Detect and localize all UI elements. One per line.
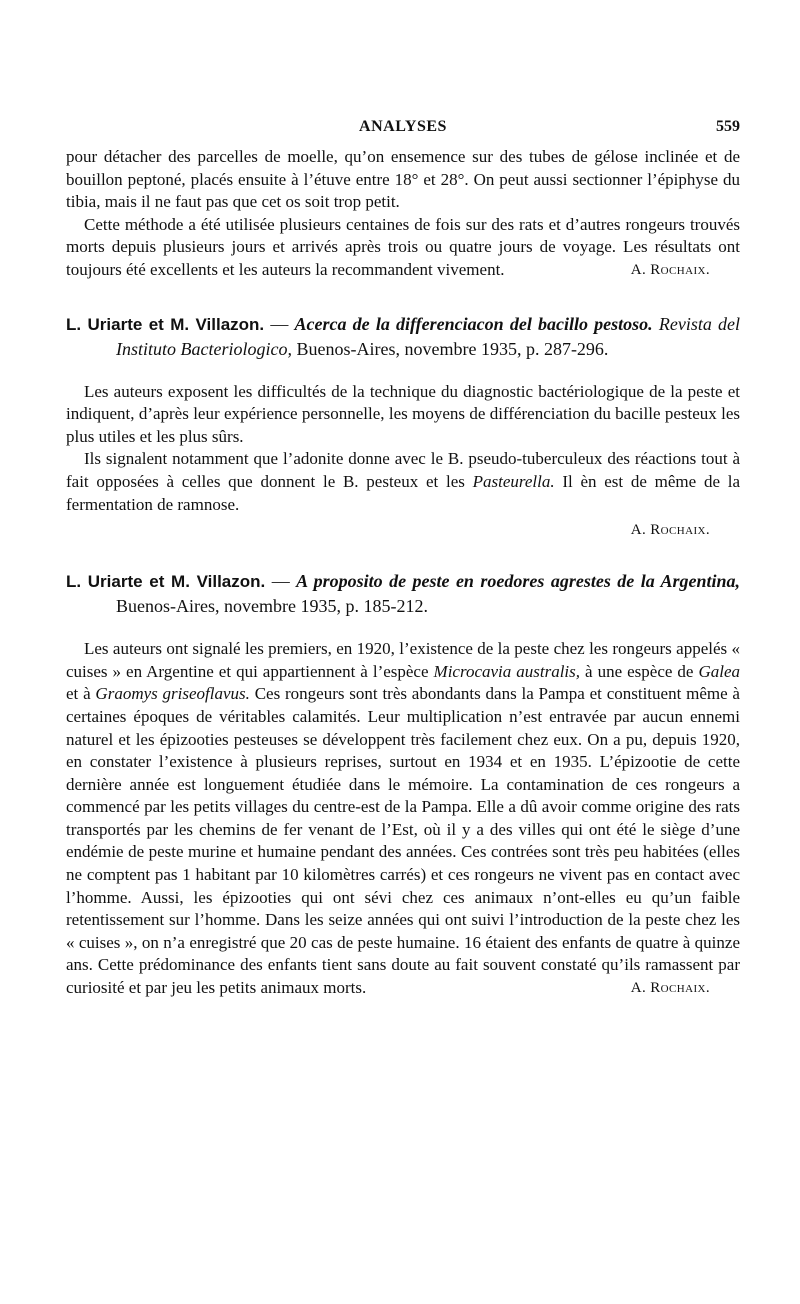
reference-details: Buenos-Aires, novembre 1935, p. 287-296. [291,338,609,359]
signature: A. Rochaix. [630,522,710,539]
paragraph-text: à une espèce de [580,661,699,681]
page [66,118,740,1000]
page-number: 559 [716,118,740,135]
paragraph-text: et à [66,684,96,704]
running-header [66,118,740,146]
reference-journal: Revista del Instituto Bacteriologico, [116,313,741,359]
review-reference [66,312,740,361]
signature: A. Rochaix. [630,261,710,278]
paragraph-text: Cette méthode a été utilisée plusieurs centaines de fois sur des rats et d’autres rongeurs trouvés morts depuis plusieurs jours et arrivés après trois ou quatre jours de voyage. Les résultats ont toujours été excellents et les auteurs la recommandent vivement. [66,214,740,279]
italic-term: Galea [698,661,740,681]
paragraph-text: Ils signalent notamment que l’adonite donne avec le B. pseudo-tuberculeux des réactions tout à fait opposées à celles que donnent le B. pesteux et les [66,449,740,491]
paragraph-text: Il èn est de même de la fermentation de ramnose. [66,471,740,514]
paragraph [66,638,740,1000]
section-continuation [66,146,740,282]
review-body [66,381,740,540]
reference-dash: — [265,571,297,592]
reference-details: Buenos-Aires, novembre 1935, p. 185-212. [116,596,428,617]
paragraph: Les auteurs exposent les difficultés de la technique du diagnostic bactériologique de la peste et indiquent, d’après leur expérience personnelle, les moyens de différenciation du bacille pesteux les plus utiles et les plus sûrs. [66,381,740,446]
reference-title: Acerca de la differenciacon del bacillo pestoso. [294,313,653,334]
reference-title: A proposito de peste en roedores agrestes de la Argentina, [296,571,741,592]
signature: A. Rochaix. [630,980,710,997]
reference-authors: L. Uriarte et M. Villazon. [66,572,266,592]
italic-term: Microcavia australis, [433,661,581,681]
paragraph-text: Les auteurs ont signalé les premiers, en 1920, l’existence de la peste chez les rongeurs appelés « cuises » en Argentine et qui appartiennent à l’espèce [66,639,740,681]
reference-dash: — [264,313,295,334]
running-title: ANALYSES [359,118,447,135]
paragraph [66,448,740,516]
review-reference [66,569,740,618]
reference-authors: L. Uriarte et M. Villazon. [66,314,265,334]
italic-term: Graomys griseoflavus. [95,684,250,704]
paragraph: pour détacher des parcelles de moelle, qu’on ensemence sur des tubes de gélose inclinée et de bouillon peptoné, placés ensuite à l’étuve entre 18° et 28°. On peut aussi sectionner l’épiphyse du tibia, mais il ne faut pas que cet os soit trop petit. [66,147,740,212]
review-body [66,638,740,1000]
paragraph-text: Ces rongeurs sont très abondants dans la Pampa et constituent même à certaines époques de véritables calamités. Leur multiplication n’est entravée par aucun ennemi naturel et les épizooties pesteuses se développent très facilement chez eux. On a pu, depuis 1920, en constater l’existence à plusieurs reprises, surtout en 1934 et en 1935. L’épizootie de cette dernière année est longuement étudiée dans le mémoire. La contamination de ces rongeurs a commencé par les petits villages du centre-est de la Pampa. Elle a dû avoir comme origine des rats transportés par les chemins de fer venant de l’Est, où il y a des villes qui ont été le siège d’une endémie de peste murine et humaine pendant des années. Ces contrées sont très peu habitées (elles ne comptent pas 1 habitant par 10 kilomètres carrés) et ces rongeurs ne vivent pas en contact avec l’homme. Aussi, les épizooties qui ont sévi chez ces animaux n’ont-elles eu qu’un faible retentissement sur l’homme. Dans les seize années qui ont suivi l’introduction de la peste chez les « cuises », on n’a enregistré que 20 cas de peste humaine. 16 étaient des enfants de quatre à quinze ans. Cette prédominance des enfants tient sans doute au fait souvent constaté qu’ils ramassent par curiosité et par jeu les petits animaux morts. [66,684,740,998]
paragraph [66,214,740,282]
italic-term: Pasteurella. [472,471,555,491]
